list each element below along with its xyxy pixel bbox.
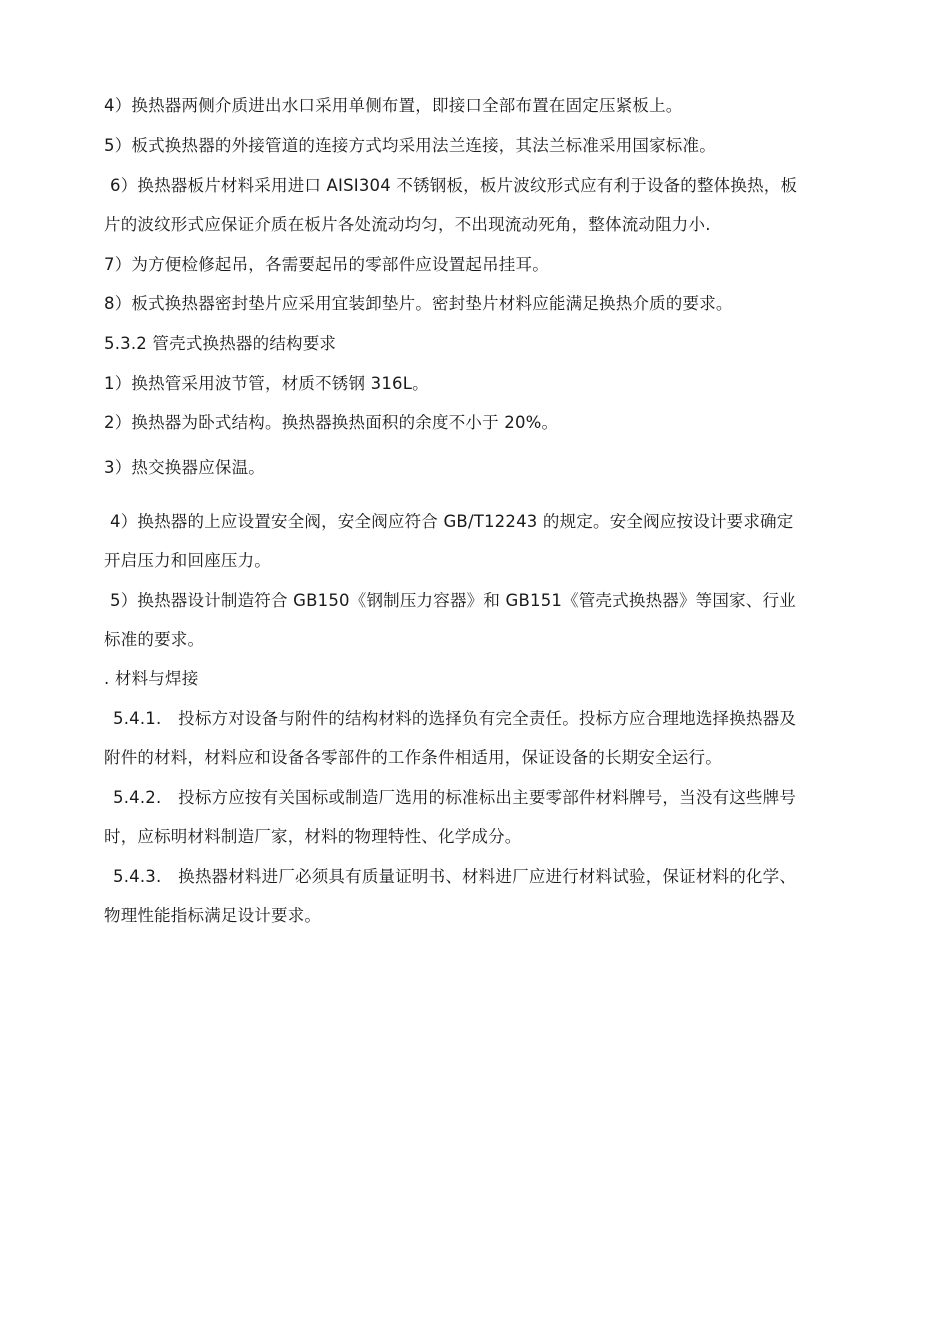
section-heading-materials-welding: . 材料与焊接: [104, 669, 199, 688]
item-6-plate-material-cont: 片的波纹形式应保证介质在板片各处流动均匀，不出现流动死角，整体流动阻力小.: [104, 215, 711, 234]
item-5-flange-connection: 5）板式换热器的外接管道的连接方式均采用法兰连接，其法兰标准采用国家标准。: [104, 136, 716, 155]
item-5-design-standards-cont: 标准的要求。: [104, 630, 205, 649]
item-4-safety-valve: 4）换热器的上应设置安全阀，安全阀应符合 GB/T12243 的规定。安全阀应按设计要求确定: [110, 512, 794, 531]
item-4-safety-valve-cont: 开启压力和回座压力。: [104, 551, 271, 570]
section-heading-5-3-2: 5.3.2 管壳式换热器的结构要求: [104, 334, 337, 353]
clause-5-4-1-cont: 附件的材料，材料应和设备各零部件的工作条件相适用，保证设备的长期安全运行。: [104, 748, 722, 767]
clause-5-4-2-cont: 时，应标明材料制造厂家，材料的物理特性、化学成分。: [104, 827, 522, 846]
clause-5-4-1: 5.4.1. 投标方对设备与附件的结构材料的选择负有完全责任。投标方应合理地选择换热器及: [113, 709, 797, 728]
item-7-lifting-lugs: 7）为方便检修起吊，各需要起吊的零部件应设置起吊挂耳。: [104, 255, 549, 274]
item-6-plate-material: 6）换热器板片材料采用进口 AISI304 不锈钢板，板片波纹形式应有利于设备的整体换热，板: [110, 176, 798, 195]
item-5-design-standards: 5）换热器设计制造符合 GB150《钢制压力容器》和 GB151《管壳式换热器》等国家、行业: [110, 591, 796, 610]
item-2-horizontal-structure: 2）换热器为卧式结构。换热器换热面积的余度不小于 20%。: [104, 413, 559, 432]
item-8-gasket: 8）板式换热器密封垫片应采用宜装卸垫片。密封垫片材料应能满足换热介质的要求。: [104, 294, 733, 313]
item-4-inlet-layout: 4）换热器两侧介质进出水口采用单侧布置，即接口全部布置在固定压紧板上。: [104, 96, 683, 115]
clause-5-4-3-cont: 物理性能指标满足设计要求。: [104, 906, 322, 925]
clause-5-4-3: 5.4.3. 换热器材料进厂必须具有质量证明书、材料进厂应进行材料试验，保证材料的化学、: [113, 867, 797, 886]
item-3-insulation: 3）热交换器应保温。: [104, 458, 265, 477]
clause-5-4-2: 5.4.2. 投标方应按有关国标或制造厂选用的标准标出主要零部件材料牌号，当没有这些牌号: [113, 788, 797, 807]
item-1-tube-material: 1）换热管采用波节管，材质不锈钢 316L。: [104, 374, 429, 393]
